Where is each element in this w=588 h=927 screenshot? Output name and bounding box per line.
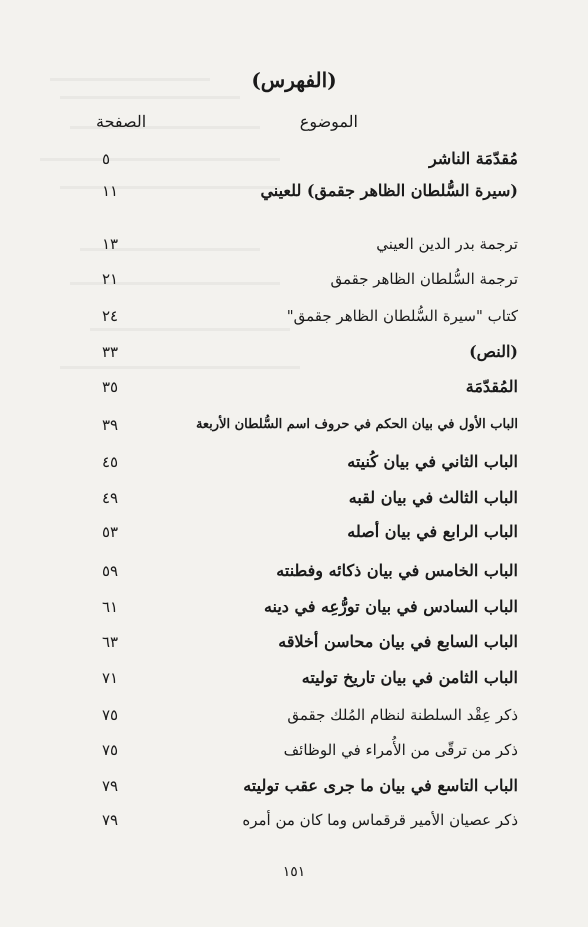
index-entry xyxy=(0,592,588,622)
index-entry xyxy=(0,483,588,513)
entry-title: الباب الأول في بيان الحكم في حروف اسم السُّلطان الأربعة xyxy=(195,417,518,432)
entry-title: ذكر عصيان الأمير قرقماس وما كان من أمره xyxy=(242,811,518,829)
index-entry xyxy=(0,372,588,402)
index-entry xyxy=(0,264,588,294)
index-entry xyxy=(0,447,588,477)
entry-page-number: ٦١ xyxy=(102,598,119,616)
index-entry xyxy=(0,556,588,586)
entry-page-number: ٢١ xyxy=(102,270,119,288)
entry-title: كتاب "سيرة السُّلطان الظاهر جقمق" xyxy=(286,307,518,325)
topic-column-header: الموضوع xyxy=(299,112,358,131)
entry-title: الباب التاسع في بيان ما جرى عقب توليته xyxy=(243,776,518,795)
entry-title: (النص) xyxy=(469,342,518,361)
index-entry xyxy=(0,771,588,801)
entry-title: مُقدّمَة الناشر xyxy=(428,149,518,168)
entry-title: الباب الثالث في بيان لقبه xyxy=(348,488,518,507)
entry-page-number: ١١ xyxy=(102,182,119,200)
index-entry xyxy=(0,176,588,206)
entry-page-number: ٣٥ xyxy=(102,378,119,396)
entry-page-number: ٤٥ xyxy=(102,453,119,471)
index-entry xyxy=(0,663,588,693)
entry-title: الباب الرابع في بيان أصله xyxy=(347,522,518,541)
index-entry xyxy=(0,805,588,835)
index-entry xyxy=(0,735,588,765)
entry-title: المُقدّمَة xyxy=(465,377,518,396)
entry-title: ذكر عِقْد السلطنة لنظام المُلك جقمق xyxy=(287,706,518,724)
index-entry xyxy=(0,301,588,331)
entry-page-number: ٧١ xyxy=(102,669,119,687)
index-entry xyxy=(0,144,588,174)
entry-page-number: ٣٩ xyxy=(102,416,119,434)
entry-title: الباب السابع في بيان محاسن أخلاقه xyxy=(278,632,518,651)
entry-title: (سيرة السُّلطان الظاهر جقمق) للعيني xyxy=(260,181,518,200)
entry-page-number: ٥٩ xyxy=(102,562,119,580)
entry-title: الباب الثامن في بيان تاريخ توليته xyxy=(301,668,518,687)
entry-title: الباب السادس في بيان تورُّعِه في دينه xyxy=(263,597,518,616)
entry-page-number: ٥ xyxy=(102,150,111,168)
index-entry xyxy=(0,627,588,657)
index-entry xyxy=(0,229,588,259)
entry-page-number: ٦٣ xyxy=(102,633,119,651)
page-title: (الفهرس) xyxy=(251,68,337,92)
entry-title: ذكر من ترقّى من الأُمراء في الوظائف xyxy=(283,741,518,759)
entry-title: الباب الخامس في بيان ذكائه وفطنته xyxy=(276,561,518,580)
entry-title: ترجمة السُّلطان الظاهر جقمق xyxy=(330,270,518,288)
page-column-header: الصفحة xyxy=(96,112,147,131)
entry-page-number: ٤٩ xyxy=(102,489,119,507)
index-entry xyxy=(0,517,588,547)
index-entry xyxy=(0,337,588,367)
entry-page-number: ٣٣ xyxy=(102,343,119,361)
entry-page-number: ٢٤ xyxy=(102,307,119,325)
entry-page-number: ٧٩ xyxy=(102,811,119,829)
entry-page-number: ٥٣ xyxy=(102,523,119,541)
entry-page-number: ٧٥ xyxy=(102,706,119,724)
entry-title: ترجمة بدر الدين العيني xyxy=(376,235,518,253)
index-entry xyxy=(0,410,588,440)
entry-page-number: ٧٥ xyxy=(102,741,119,759)
index-entry xyxy=(0,700,588,730)
page-number: ١٥١ xyxy=(282,864,306,880)
entry-page-number: ١٣ xyxy=(102,235,119,253)
entry-title: الباب الثاني في بيان كُنيته xyxy=(347,452,518,471)
entry-page-number: ٧٩ xyxy=(102,777,119,795)
